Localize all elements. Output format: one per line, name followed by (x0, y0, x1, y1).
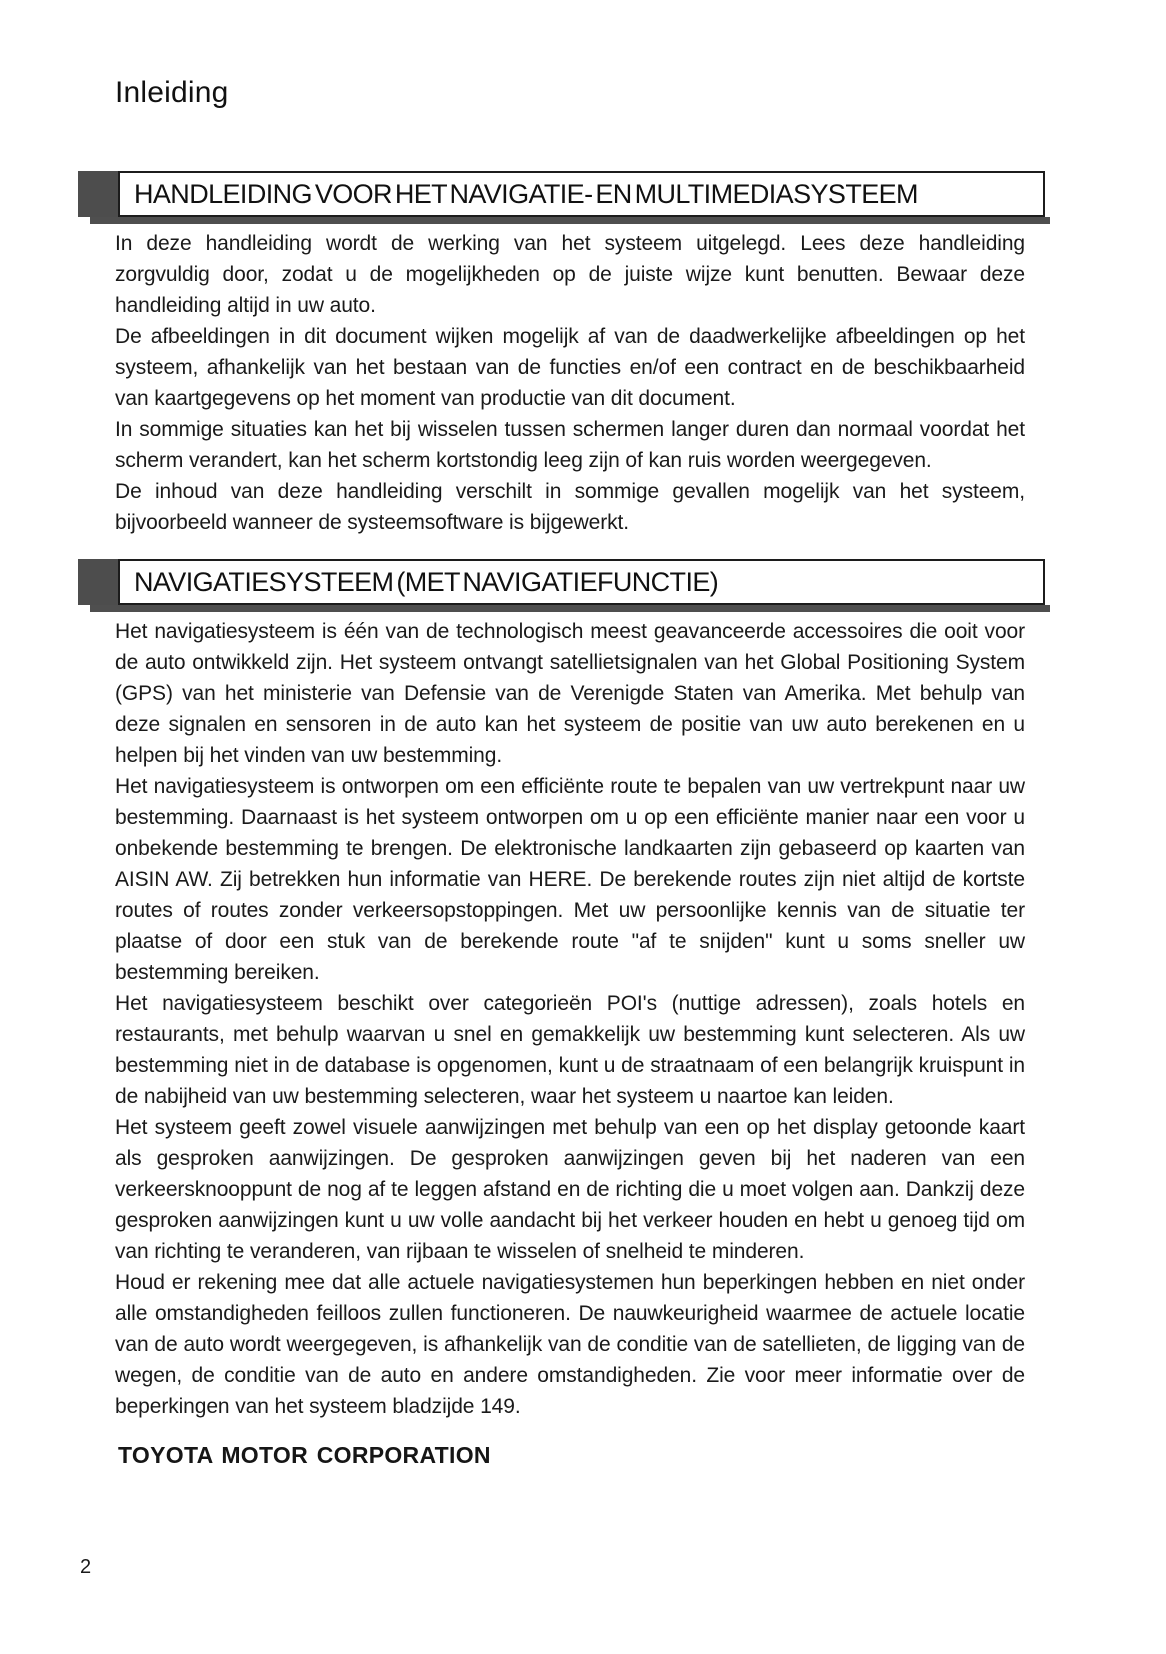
paragraph: In deze handleiding wordt de werking van het systeem uitgelegd. Lees deze handleiding zorgvuldig door, zodat u de mogelijkheden op de juiste wijze kunt benutten. Bewaar deze handleiding altijd in uw auto. (115, 232, 1025, 317)
paragraph: De inhoud van deze handleiding verschilt in sommige gevallen mogelijk van het systeem, bijvoorbeeld wanneer de systeemsoftware is bijgewerkt. (115, 480, 1025, 534)
section-heading-bar (78, 171, 1045, 217)
section-body (115, 616, 1025, 1422)
paragraph: Het systeem geeft zowel visuele aanwijzingen met behulp van een op het display getoonde kaart als gesproken aanwijzingen. De gesproken aanwijzingen geven bij het naderen van een verkeersknooppunt de nog af te leggen afstand en de richting die u moet volgen aan. Dankzij deze gesproken aanwijzingen kunt u uw volle aandacht bij het verkeer houden en hebt u genoeg tijd om van richting te veranderen, van rijbaan te wisselen of snelheid te minderen. (115, 1116, 1025, 1263)
paragraph: De afbeeldingen in dit document wijken mogelijk af van de daadwerkelijke afbeeldingen op het systeem, afhankelijk van het bestaan van de functies en/of een contract en de beschikbaarheid van kaartgegevens op het moment van productie van dit document. (115, 325, 1025, 410)
paragraph: In sommige situaties kan het bij wisselen tussen schermen langer duren dan normaal voordat het scherm verandert, kan het scherm kortstondig leeg zijn of kan ruis worden weergegeven. (115, 418, 1025, 472)
paragraph: Het navigatiesysteem is ontworpen om een efficiënte route te bepalen van uw vertrekpunt naar uw bestemming. Daarnaast is het systeem ontworpen om u op een efficiënte manier naar een voor u onbekende bestemming te brengen. De elektronische landkaarten zijn gebaseerd op kaarten van AISIN AW. Zij betrekken hun informatie van HERE. De berekende routes zijn niet altijd de kortste routes of routes zonder verkeersopstoppingen. Met uw persoonlijke kennis van de situatie ter plaatse of door een stuk van de berekende route "af te snijden" kunt u soms sneller uw bestemming bereiken. (115, 775, 1025, 984)
paragraph: Het navigatiesysteem is één van de technologisch meest geavanceerde accessoires die ooit voor de auto ontwikkeld zijn. Het systeem ontvangt satellietsignalen van het Global Positioning System (GPS) van het ministerie van Defensie van de Verenigde Staten van Amerika. Met behulp van deze signalen en sensoren in de auto kan het systeem de positie van uw auto berekenen en u helpen bij het vinden van uw bestemming. (115, 620, 1025, 767)
page-title: Inleiding (115, 76, 229, 109)
section-body (115, 228, 1025, 538)
heading-marker-square (78, 559, 118, 605)
section-heading: NAVIGATIESYSTEEM (MET NAVIGATIEFUNCTIE) (134, 566, 719, 597)
paragraph: Het navigatiesysteem beschikt over categorieën POI's (nuttige adressen), zoals hotels en restaurants, met behulp waarvan u snel en gemakkelijk uw bestemming kunt selecteren. Als uw bestemming niet in de database is opgenomen, kunt u de straatnaam of een belangrijk kruispunt in de nabijheid van uw bestemming selecteren, waar het systeem u naartoe kan leiden. (115, 992, 1025, 1108)
section-handleiding (0, 171, 1166, 538)
page-number: 2 (80, 1556, 92, 1578)
section-navigatiesysteem (0, 559, 1166, 1422)
section-heading-bar (78, 559, 1045, 605)
section-heading: HANDLEIDING VOOR HET NAVIGATIE- EN MULTIMEDIASYSTEEM (134, 178, 918, 209)
manufacturer-name: TOYOTA MOTOR CORPORATION (118, 1442, 491, 1468)
heading-box (118, 171, 1045, 217)
paragraph: Houd er rekening mee dat alle actuele navigatiesystemen hun beperkingen hebben en niet onder alle omstandigheden feilloos zullen functioneren. De nauwkeurigheid waarmee de actuele locatie van de auto wordt weergegeven, is afhankelijk van de conditie van de satellieten, de ligging van de wegen, de conditie van de auto en andere omstandigheden. Zie voor meer informatie over de beperkingen van het systeem bladzijde 149. (115, 1271, 1025, 1418)
heading-box (118, 559, 1045, 605)
heading-marker-square (78, 171, 118, 217)
